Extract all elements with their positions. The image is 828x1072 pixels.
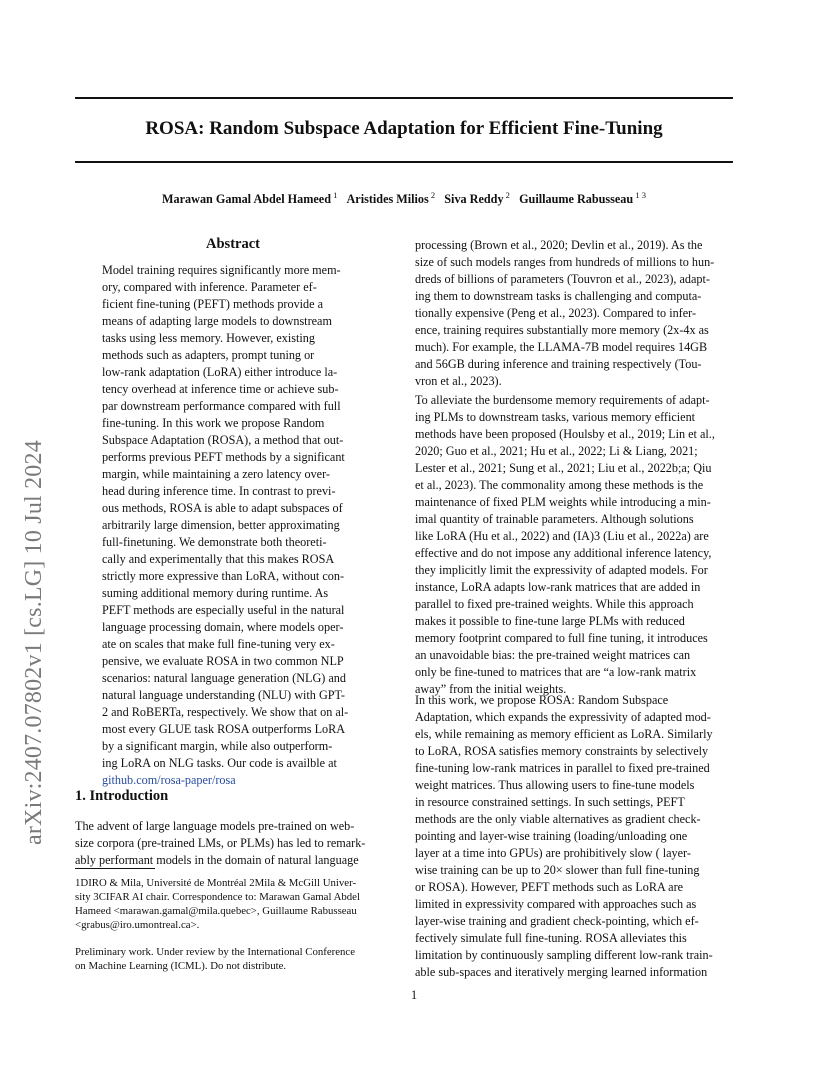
body-line: els, while remaining as memory efficient as LoRA. Similarly bbox=[415, 727, 713, 741]
footnote-line: <grabus@iro.umontreal.ca>. bbox=[75, 919, 200, 931]
abstract-line: tency overhead at inference time or achieve sub- bbox=[102, 382, 339, 396]
abstract-line: language processing domain, where models oper- bbox=[102, 620, 344, 634]
body-line: to LoRA, ROSA satisfies memory constraints by selectively bbox=[415, 744, 709, 758]
body-line: Lester et al., 2021; Sung et al., 2021; Liu et al., 2022b;a; Qiu bbox=[415, 461, 712, 475]
abstract-line: ate on scales that make full fine-tuning very ex- bbox=[102, 637, 335, 651]
footnote-rule bbox=[75, 868, 155, 869]
body-line: vron et al., 2023). bbox=[415, 374, 502, 388]
body-line: 2020; Guo et al., 2021; Hu et al., 2022; Li & Liang, 2021; bbox=[415, 444, 698, 458]
body-line: an unavoidable bias: the pre-trained weight matrices can bbox=[415, 648, 691, 662]
body-line: away” from the initial weights. bbox=[415, 682, 567, 696]
introduction-line: size corpora (pre-trained LMs, or PLMs) has led to remark- bbox=[75, 836, 366, 850]
body-line: processing (Brown et al., 2020; Devlin et al., 2019). As the bbox=[415, 238, 703, 252]
footnote-notice-line: on Machine Learning (ICML). Do not distribute. bbox=[75, 960, 287, 972]
abstract-line: full-finetuning. We demonstrate both theoreti- bbox=[102, 535, 327, 549]
author-affiliation-marker: 1 3 bbox=[633, 190, 646, 200]
abstract-line: by a significant margin, while also outperform- bbox=[102, 739, 333, 753]
abstract-line: low-rank adaptation (LoRA) either introduce la- bbox=[102, 365, 338, 379]
body-line: fine-tuning low-rank matrices in parallel to fixed pre-trained bbox=[415, 761, 710, 775]
body-line: methods are the only viable alternatives as gradient check- bbox=[415, 812, 701, 826]
abstract-line: PEFT methods are especially useful in the natural bbox=[102, 603, 345, 617]
abstract-line: fine-tuning. In this work we propose Random bbox=[102, 416, 325, 430]
body-line: To alleviate the burdensome memory requirements of adapt- bbox=[415, 393, 710, 407]
right-column-paragraph-2 bbox=[415, 392, 733, 698]
body-line: et al., 2023). The commonality among these methods is the bbox=[415, 478, 704, 492]
body-line: layer at a time into GPUs) are prohibitively slow ( layer- bbox=[415, 846, 691, 860]
abstract-line: suming additional memory during runtime. As bbox=[102, 586, 329, 600]
author-list bbox=[75, 190, 733, 207]
author-affiliation-marker: 2 bbox=[503, 190, 510, 200]
abstract-line: ory, compared with inference. Parameter ef- bbox=[102, 280, 317, 294]
body-line: weight matrices. Thus allowing users to fine-tune models bbox=[415, 778, 695, 792]
body-line: effective and do not impose any additional inference latency, bbox=[415, 546, 712, 560]
abstract-line: Model training requires significantly more mem- bbox=[102, 263, 341, 277]
body-line: memory footprint compared to full fine tuning, it introduces bbox=[415, 631, 708, 645]
footnote-line: 1DIRO & Mila, Université de Montréal 2Mila & McGill Univer- bbox=[75, 877, 357, 889]
page-number: 1 bbox=[410, 988, 418, 1002]
body-line: able sub-spaces and iteratively merging learned information bbox=[415, 965, 708, 979]
body-line: Adaptation, which expands the expressivity of adapted mod- bbox=[415, 710, 711, 724]
body-line: in resource constrained settings. In such settings, PEFT bbox=[415, 795, 685, 809]
author-affiliation-marker: 1 bbox=[330, 190, 338, 200]
abstract-line: methods such as adapters, prompt tuning or bbox=[102, 348, 315, 362]
author-name: Siva Reddy bbox=[444, 192, 504, 207]
abstract-line: ing LoRA on NLG tasks. Our code is availble at bbox=[102, 756, 337, 770]
body-line: much). For example, the LLAMA-7B model requires 14GB bbox=[415, 340, 708, 354]
footnote-line: Hameed <marawan.gamal@mila.quebec>, Guillaume Rabusseau bbox=[75, 905, 357, 917]
abstract-line: tasks using less memory. However, existing bbox=[102, 331, 315, 345]
introduction-line: The advent of large language models pre-trained on web- bbox=[75, 819, 355, 833]
footnote-notice-line: Preliminary work. Under review by the International Conference bbox=[75, 946, 356, 958]
body-line: ence, training requires substantially more memory (2x-4x as bbox=[415, 323, 709, 337]
body-line: or ROSA). However, PEFT methods such as LoRA are bbox=[415, 880, 684, 894]
body-line: In this work, we propose ROSA: Random Subspace bbox=[415, 693, 669, 707]
footnote-line: sity 3CIFAR AI chair. Correspondence to: Marawan Gamal Abdel bbox=[75, 891, 360, 903]
body-line: only be fine-tuned to matrices that are “a low-rank matrix bbox=[415, 665, 697, 679]
abstract-line: natural language understanding (NLU) with GPT- bbox=[102, 688, 345, 702]
footnote-preliminary-notice bbox=[75, 945, 393, 973]
introduction-body bbox=[75, 818, 393, 869]
abstract-heading: Abstract bbox=[206, 236, 260, 252]
body-line: methods have been proposed (Houlsby et al., 2019; Lin et al., bbox=[415, 427, 715, 441]
author-name: Marawan Gamal Abdel Hameed bbox=[162, 192, 331, 207]
footnote-affiliations bbox=[75, 876, 393, 932]
abstract-line: strictly more expressive than LoRA, without con- bbox=[102, 569, 345, 583]
body-line: limited in expressivity compared with approaches such as bbox=[415, 897, 697, 911]
body-line: ing them to downstream tasks is challenging and computa- bbox=[415, 289, 702, 303]
abstract-line: cally and experimentally that this makes ROSA bbox=[102, 552, 335, 566]
right-column-paragraph-3 bbox=[415, 692, 733, 981]
title-top-rule bbox=[75, 97, 733, 99]
introduction-heading: 1. Introduction bbox=[75, 788, 169, 804]
body-line: tionally expensive (Peng et al., 2023). Compared to infer- bbox=[415, 306, 697, 320]
body-line: maintenance of fixed PLM weights while introducing a min- bbox=[415, 495, 711, 509]
author-name: Guillaume Rabusseau bbox=[519, 192, 634, 207]
abstract-line: means of adapting large models to downstream bbox=[102, 314, 332, 328]
body-line: makes it possible to fine-tune large PLMs with reduced bbox=[415, 614, 685, 628]
abstract-line: margin, while maintaining a zero latency over- bbox=[102, 467, 330, 481]
body-line: wise training can be up to 20× slower than full fine-tuning bbox=[415, 863, 700, 877]
introduction-line: ably performant models in the domain of natural language bbox=[75, 853, 359, 867]
abstract-line: pensive, we evaluate ROSA in two common NLP bbox=[102, 654, 344, 668]
abstract-line: ous methods, ROSA is able to adapt subspaces of bbox=[102, 501, 343, 515]
body-line: layer-wise training and gradient check-pointing, which ef- bbox=[415, 914, 699, 928]
body-line: dreds of billions of parameters (Touvron et al., 2023), adapt- bbox=[415, 272, 710, 286]
body-line: limitation by continuously sampling different low-rank train- bbox=[415, 948, 713, 962]
body-line: pointing and layer-wise training (loading/unloading one bbox=[415, 829, 688, 843]
abstract-line: most every GLUE task ROSA outperforms LoRA bbox=[102, 722, 346, 736]
title-bottom-rule bbox=[75, 161, 733, 163]
body-line: parallel to fixed pre-trained weights. While this approach bbox=[415, 597, 694, 611]
abstract-line: scenarios: natural language generation (NLG) and bbox=[102, 671, 346, 685]
body-line: imal quantity of trainable parameters. Although solutions bbox=[415, 512, 694, 526]
paper-title: ROSA: Random Subspace Adaptation for Efficient Fine-Tuning bbox=[145, 118, 663, 139]
body-line: fectively simulate full fine-tuning. ROSA alleviates this bbox=[415, 931, 687, 945]
author-name: Aristides Milios bbox=[346, 192, 429, 207]
body-line: size of such models ranges from hundreds of millions to hun- bbox=[415, 255, 715, 269]
body-line: like LoRA (Hu et al., 2022) and (IA)3 (Liu et al., 2022a) are bbox=[415, 529, 709, 543]
abstract-line: par downstream performance compared with full bbox=[102, 399, 341, 413]
code-link[interactable]: github.com/rosa-paper/rosa bbox=[102, 773, 236, 787]
body-line: ing PLMs to downstream tasks, various memory efficient bbox=[415, 410, 696, 424]
author-affiliation-marker: 2 bbox=[428, 190, 436, 200]
abstract-line: arbitrarily large dimension, better approximating bbox=[102, 518, 340, 532]
abstract-line: Subspace Adaptation (ROSA), a method that out- bbox=[102, 433, 344, 447]
body-line: and 56GB during inference and training respectively (Tou- bbox=[415, 357, 702, 371]
abstract-body bbox=[102, 262, 364, 789]
abstract-line: ficient fine-tuning (PEFT) methods provide a bbox=[102, 297, 324, 311]
abstract-line: performs previous PEFT methods by a significant bbox=[102, 450, 345, 464]
abstract-line: head during inference time. In contrast to previ- bbox=[102, 484, 336, 498]
right-column-paragraph-1 bbox=[415, 237, 733, 390]
abstract-line: 2 and RoBERTa, respectively. We show that on al- bbox=[102, 705, 349, 719]
body-line: instance, LoRA adapts low-rank matrices that are added in bbox=[415, 580, 701, 594]
arxiv-identifier: arXiv:2407.07802v1 [cs.LG] 10 Jul 2024 bbox=[21, 440, 47, 845]
body-line: they implicitly limit the expressivity of adapted models. For bbox=[415, 563, 708, 577]
